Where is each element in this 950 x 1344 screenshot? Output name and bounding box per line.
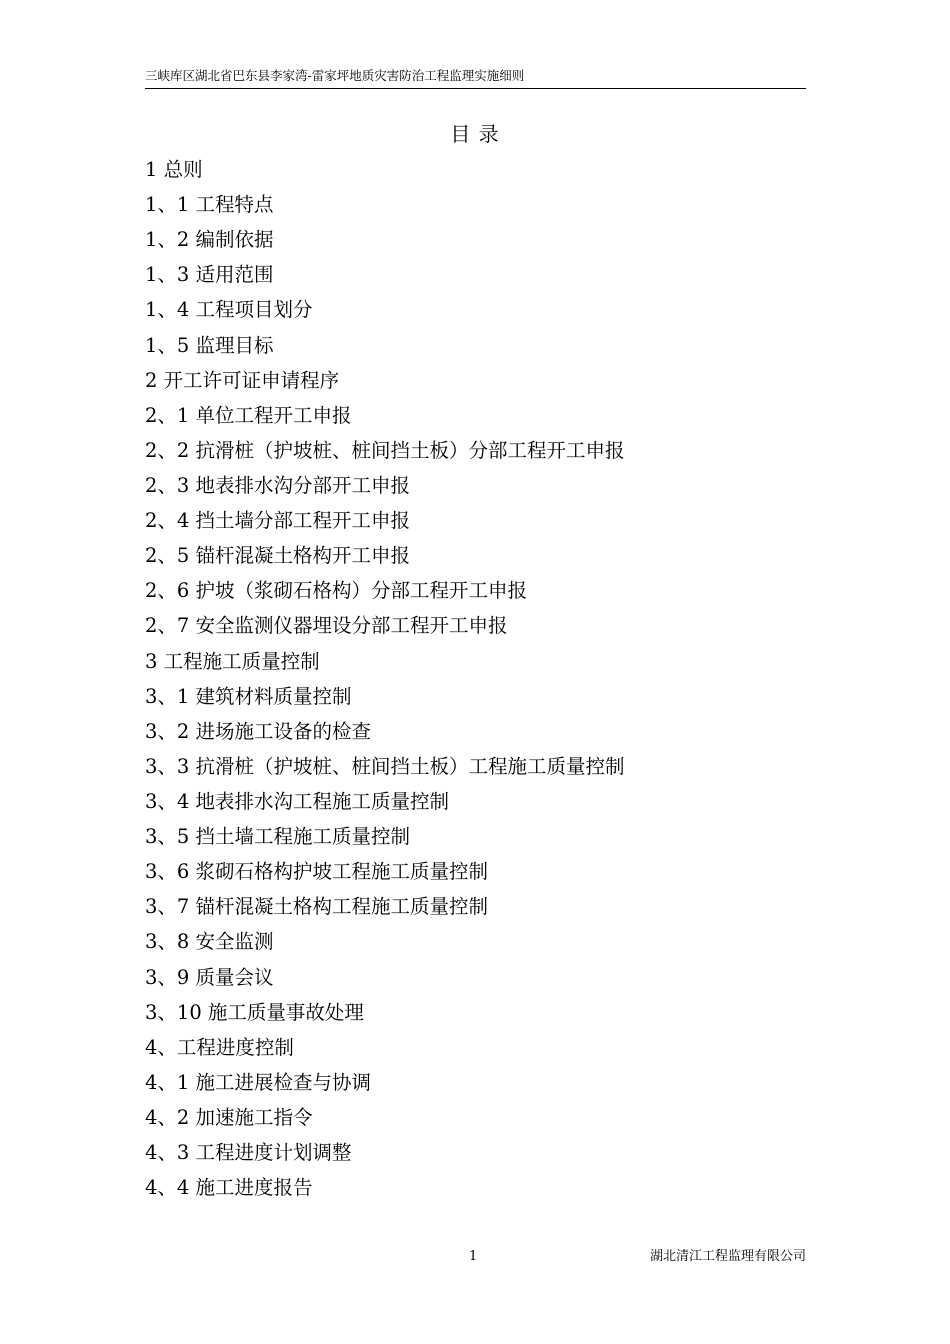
toc-item: 2、2 抗滑桩（护坡桩、桩间挡土板）分部工程开工申报 — [145, 438, 625, 462]
page-header — [145, 66, 806, 89]
toc-item: 2、4 挡土墙分部工程开工申报 — [145, 509, 411, 533]
toc-item: 1、3 适用范围 — [145, 263, 274, 287]
toc-item: 2、6 护坡（浆砌石格构）分部工程开工申报 — [145, 579, 528, 603]
toc-item: 1、5 监理目标 — [145, 333, 274, 357]
toc-item: 3、4 地表排水沟工程施工质量控制 — [145, 789, 450, 813]
toc-item: 3、1 建筑材料质量控制 — [145, 684, 352, 708]
toc-item: 2、1 单位工程开工申报 — [145, 403, 352, 427]
toc-item: 1、2 编制依据 — [145, 228, 274, 252]
header-title: 三峡库区湖北省巴东县李家湾-雷家坪地质灾害防治工程监理实施细则 — [145, 68, 525, 83]
toc-item: 3、9 质量会议 — [145, 965, 274, 989]
toc-item: 3、3 抗滑桩（护坡桩、桩间挡土板）工程施工质量控制 — [145, 754, 625, 778]
toc-item: 3 工程施工质量控制 — [145, 649, 320, 673]
toc-item: 4、工程进度控制 — [145, 1035, 294, 1059]
toc-list — [145, 152, 845, 1205]
toc-item: 2 开工许可证申请程序 — [145, 368, 340, 392]
toc-item: 2、7 安全监测仪器埋设分部工程开工申报 — [145, 614, 508, 638]
toc-item: 2、3 地表排水沟分部开工申报 — [145, 473, 411, 497]
toc-item: 1、1 工程特点 — [145, 193, 274, 217]
toc-item: 4、2 加速施工指令 — [145, 1105, 313, 1129]
toc-item: 3、2 进场施工设备的检查 — [145, 719, 372, 743]
toc-item: 4、1 施工进展检查与协调 — [145, 1070, 372, 1094]
toc-item: 4、4 施工进度报告 — [145, 1176, 313, 1200]
page-number: 1 — [469, 1249, 478, 1264]
page-footer — [145, 1246, 806, 1268]
toc-item: 1 总则 — [145, 158, 203, 181]
toc-item: 3、7 锚杆混凝土格构工程施工质量控制 — [145, 895, 489, 919]
toc-item: 4、3 工程进度计划调整 — [145, 1141, 352, 1165]
toc-item: 3、8 安全监测 — [145, 930, 274, 954]
toc-item: 3、5 挡土墙工程施工质量控制 — [145, 825, 411, 849]
toc-title: 目 录 — [450, 122, 500, 146]
toc-item: 1、4 工程项目划分 — [145, 298, 313, 322]
toc-item: 2、5 锚杆混凝土格构开工申报 — [145, 544, 411, 568]
toc-item: 3、6 浆砌石格构护坡工程施工质量控制 — [145, 860, 489, 884]
toc-item: 3、10 施工质量事故处理 — [145, 1000, 364, 1024]
company-name: 湖北清江工程监理有限公司 — [649, 1249, 806, 1264]
